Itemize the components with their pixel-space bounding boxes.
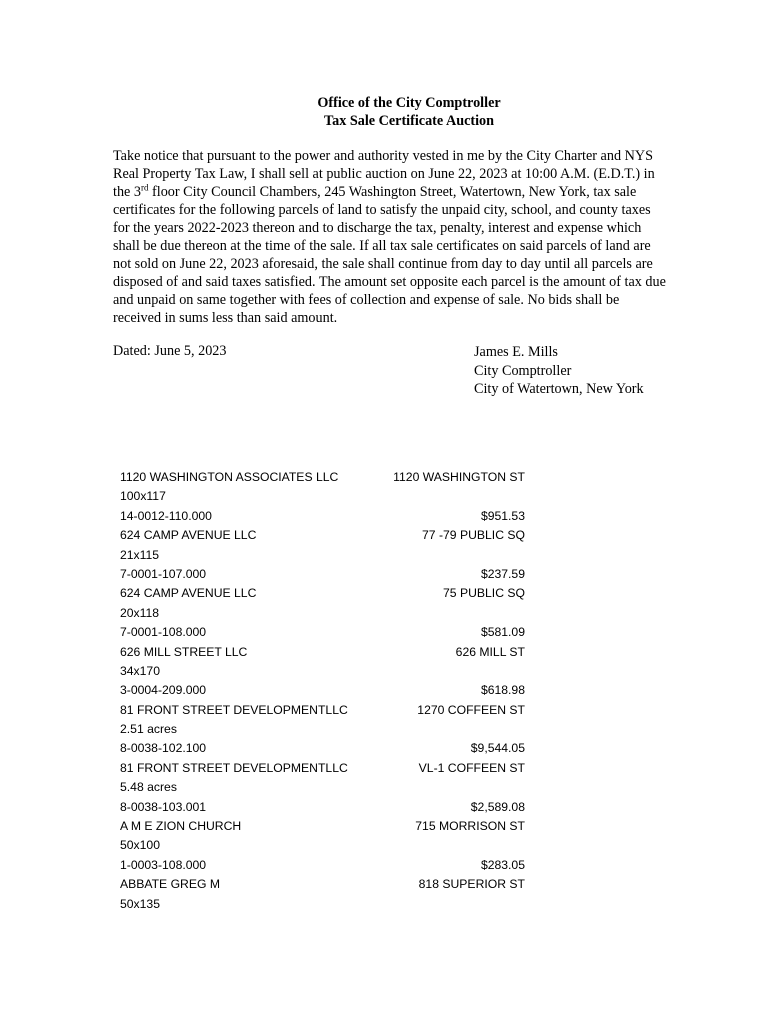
parcel-id: 7-0001-107.000 (120, 566, 207, 581)
parcel-owner-row (120, 468, 525, 487)
notice-paragraph (113, 147, 713, 327)
parcel-owner: A M E ZION CHURCH (120, 819, 242, 834)
notice-line: shall be due thereon at the time of the sale. If all tax sale certificates on said parcels of land are (113, 238, 651, 254)
parcel-size: 20x118 (120, 605, 160, 620)
parcel-amount: $951.53 (480, 508, 525, 523)
notice-line: not sold on June 22, 2023 aforesaid, the sale shall continue from day to day until all parcels are (113, 256, 653, 272)
parcel-size: 50x135 (120, 896, 160, 911)
parcel-location: 77 -79 PUBLIC SQ (422, 528, 525, 543)
parcel-owner: ABBATE GREG M (120, 877, 220, 892)
document-subtitle: Tax Sale Certificate Auction (323, 113, 495, 129)
parcel-id-row (120, 856, 525, 875)
parcel-location: VL-1 COFFEEN ST (418, 760, 525, 775)
date-line: Dated: June 5, 2023 (113, 343, 227, 359)
parcel-id: 8-0038-102.100 (120, 741, 207, 756)
document-title: Office of the City Comptroller (317, 95, 501, 111)
parcel-list (120, 468, 525, 914)
parcel-size: 100x117 (120, 489, 166, 504)
parcel-owner: 624 CAMP AVENUE LLC (120, 586, 257, 601)
notice-line: disposed of and said taxes satisfied. The amount set opposite each parcel is the amount of tax due (113, 274, 666, 290)
parcel-amount: $283.05 (480, 857, 525, 872)
parcel-id: 1-0003-108.000 (120, 857, 207, 872)
parcel-id-row (120, 507, 525, 526)
parcel-size: 21x115 (120, 547, 160, 562)
notice-line: Real Property Tax Law, I shall sell at public auction on June 22, 2023 at 10:00 A.M. (E.D.T.) in (113, 166, 655, 182)
parcel-location: 818 SUPERIOR ST (418, 877, 525, 892)
signer-city: City of Watertown, New York (474, 381, 644, 397)
parcel-owner: 1120 WASHINGTON ASSOCIATES LLC (120, 470, 339, 484)
parcel-amount: $2,589.08 (470, 799, 525, 814)
parcel-amount: $9,544.05 (470, 741, 525, 756)
parcel-id-row (120, 739, 525, 758)
parcel-owner-row (120, 817, 525, 836)
parcel-owner-row (120, 701, 525, 720)
parcel-location: 75 PUBLIC SQ (443, 586, 525, 601)
parcel-size: 2.51 acres (120, 722, 177, 737)
notice-line: certificates for the following parcels of land to satisfy the unpaid city, school, and county taxes (113, 202, 651, 218)
parcel-amount: $581.09 (480, 625, 525, 640)
parcel-location: 715 MORRISON ST (415, 819, 525, 834)
parcel-owner-row (120, 875, 525, 894)
parcel-location: 1120 WASHINGTON ST (393, 470, 525, 484)
parcel-owner: 624 CAMP AVENUE LLC (120, 528, 257, 543)
parcel-size: 5.48 acres (120, 780, 177, 795)
parcel-amount: $618.98 (480, 683, 525, 698)
parcel-owner-row (120, 526, 525, 545)
parcel-id-row (120, 798, 525, 817)
parcel-location: 1270 COFFEEN ST (417, 702, 525, 717)
parcel-id: 8-0038-103.001 (120, 799, 207, 814)
parcel-owner-row (120, 643, 525, 662)
parcel-size: 34x170 (120, 663, 160, 678)
parcel-id-row (120, 565, 525, 584)
parcel-id-row (120, 623, 525, 642)
parcel-size: 50x100 (120, 838, 160, 853)
parcel-id: 7-0001-108.000 (120, 625, 207, 640)
notice-line: Take notice that pursuant to the power and authority vested in me by the City Charter and NYS (113, 148, 653, 164)
signature-block (474, 343, 644, 399)
parcel-owner-row (120, 759, 525, 778)
parcel-owner: 81 FRONT STREET DEVELOPMENTLLC (120, 702, 348, 717)
parcel-location: 626 MILL ST (455, 644, 525, 659)
parcel-id-row (120, 681, 525, 700)
notice-line: the 3rd floor City Council Chambers, 245 Washington Street, Watertown, New York, tax sale (113, 182, 637, 200)
parcel-id: 3-0004-209.000 (120, 683, 207, 698)
signer-name: James E. Mills (474, 344, 558, 360)
parcel-amount: $237.59 (480, 566, 525, 581)
parcel-owner-row (120, 584, 525, 603)
parcel-owner: 81 FRONT STREET DEVELOPMENTLLC (120, 760, 348, 775)
signer-title: City Comptroller (474, 362, 572, 379)
notice-line: for the years 2022-2023 thereon and to discharge the tax, penalty, interest and expense which (113, 220, 642, 236)
parcel-id: 14-0012-110.000 (120, 508, 212, 523)
parcel-owner: 626 MILL STREET LLC (120, 644, 248, 659)
notice-line: and unpaid on same together with fees of collection and expense of sale. No bids shall be (113, 292, 620, 308)
notice-line: received in sums less than said amount. (113, 310, 338, 326)
